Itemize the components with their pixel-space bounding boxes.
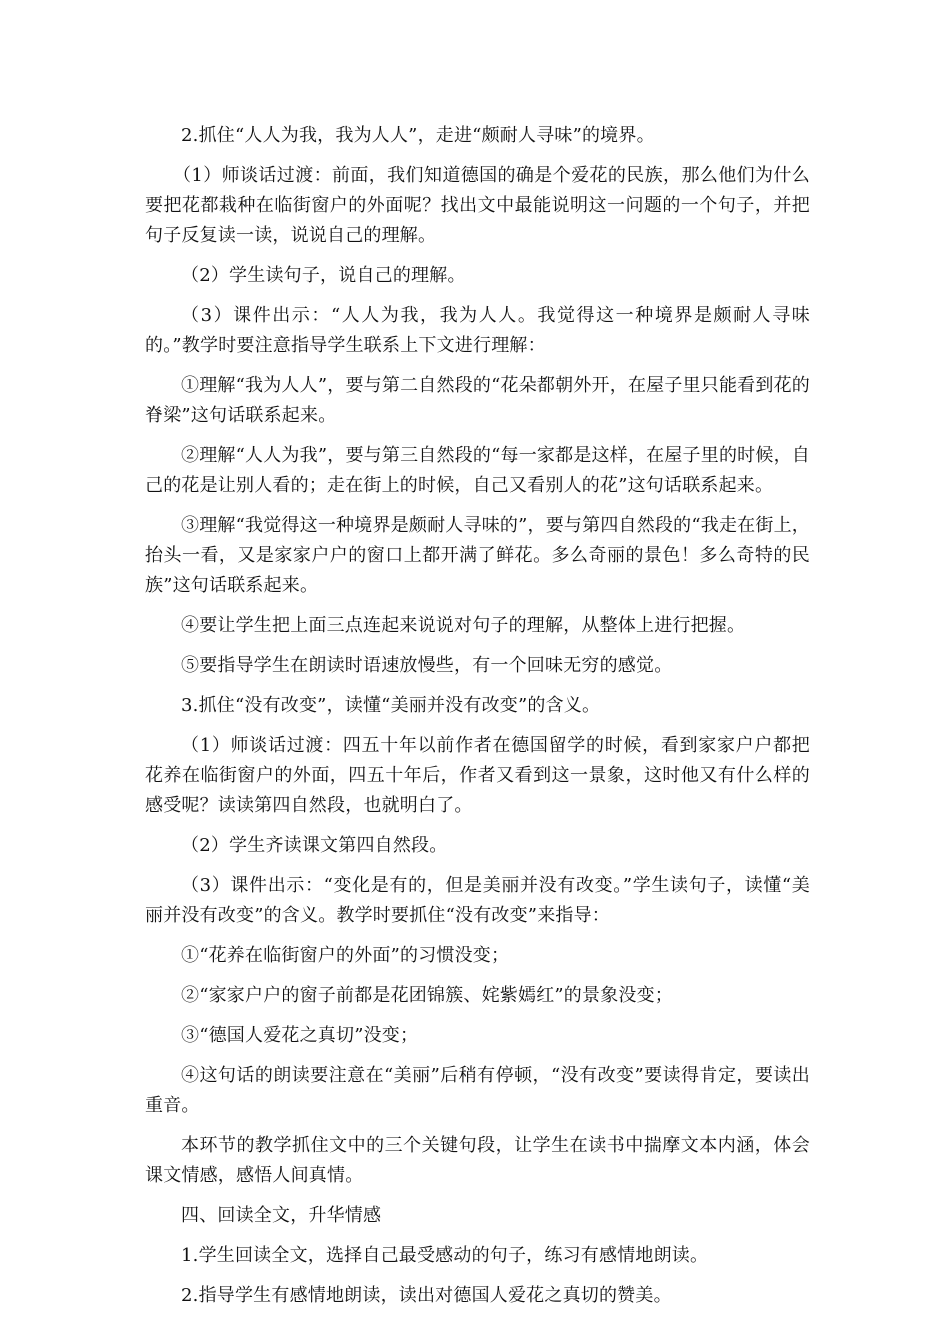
paragraph: ③理解“我觉得这一种境界是颇耐人寻味的”，要与第四自然段的“我走在街上，抬头一看，又是家家户户的窗口上都开满了鲜花。多么奇丽的景色！多么奇特的民族”这句话联系起来。: [145, 515, 810, 596]
paragraph: 2.指导学生有感情地朗读，读出对德国人爱花之真切的赞美。: [181, 1285, 672, 1306]
paragraph: ④要让学生把上面三点连起来说说对句子的理解，从整体上进行把握。: [181, 615, 746, 636]
paragraph: ①“花养在临街窗户的外面”的习惯没变；: [181, 945, 510, 966]
paragraph: （1）师谈话过渡：前面，我们知道德国的确是个爱花的民族，那么他们为什么要把花都栽种在临街窗户的外面呢？找出文中最能说明这一问题的一个句子，并把句子反复读一读，说说自己的理解。: [145, 165, 810, 246]
document-page: [145, 121, 810, 1321]
section-heading: 四、回读全文，升华情感: [181, 1205, 382, 1226]
paragraph: 2.抓住“人人为我，我为人人”，走进“颇耐人寻味”的境界。: [181, 125, 655, 146]
paragraph: 1.学生回读全文，选择自己最受感动的句子，练习有感情地朗读。: [181, 1245, 709, 1266]
paragraph: ②理解“人人为我”，要与第三自然段的“每一家都是这样，在屋子里的时候，自己的花是让别人看的；走在街上的时候，自己又看别人的花”这句话联系起来。: [145, 445, 810, 496]
paragraph: ⑤要指导学生在朗读时语速放慢些，有一个回味无穷的感觉。: [181, 655, 673, 676]
paragraph: ①理解“我为人人”，要与第二自然段的“花朵都朝外开，在屋子里只能看到花的脊梁”这句话联系起来。: [145, 375, 810, 426]
paragraph: ④这句话的朗读要注意在“美丽”后稍有停顿，“没有改变”要读得肯定，要读出重音。: [145, 1065, 810, 1116]
paragraph: （3）课件出示：“人人为我，我为人人。我觉得这一种境界是颇耐人寻味的。”教学时要注意指导学生联系上下文进行理解：: [145, 305, 810, 356]
paragraph: ③“德国人爱花之真切”没变；: [181, 1025, 419, 1046]
paragraph: （2）学生读句子，说自己的理解。: [181, 265, 466, 286]
paragraph: （2）学生齐读课文第四自然段。: [181, 835, 448, 856]
paragraph: （1）师谈话过渡：四五十年以前作者在德国留学的时候，看到家家户户都把花养在临街窗户的外面，四五十年后，作者又看到这一景象，这时他又有什么样的感受呢？读读第四自然段，也就明白了。: [145, 735, 810, 816]
paragraph: ②“家家户户的窗子前都是花团锦簇、姹紫嫣红”的景象没变；: [181, 985, 674, 1006]
paragraph: 本环节的教学抓住文中的三个关键句段，让学生在读书中揣摩文本内涵，体会课文情感，感悟人间真情。: [145, 1135, 810, 1186]
paragraph: 3.抓住“没有改变”，读懂“美丽并没有改变”的含义。: [181, 695, 601, 716]
paragraph: （3）课件出示：“变化是有的，但是美丽并没有改变。”学生读句子，读懂“美丽并没有改变”的含义。教学时要抓住“没有改变”来指导：: [145, 875, 810, 926]
